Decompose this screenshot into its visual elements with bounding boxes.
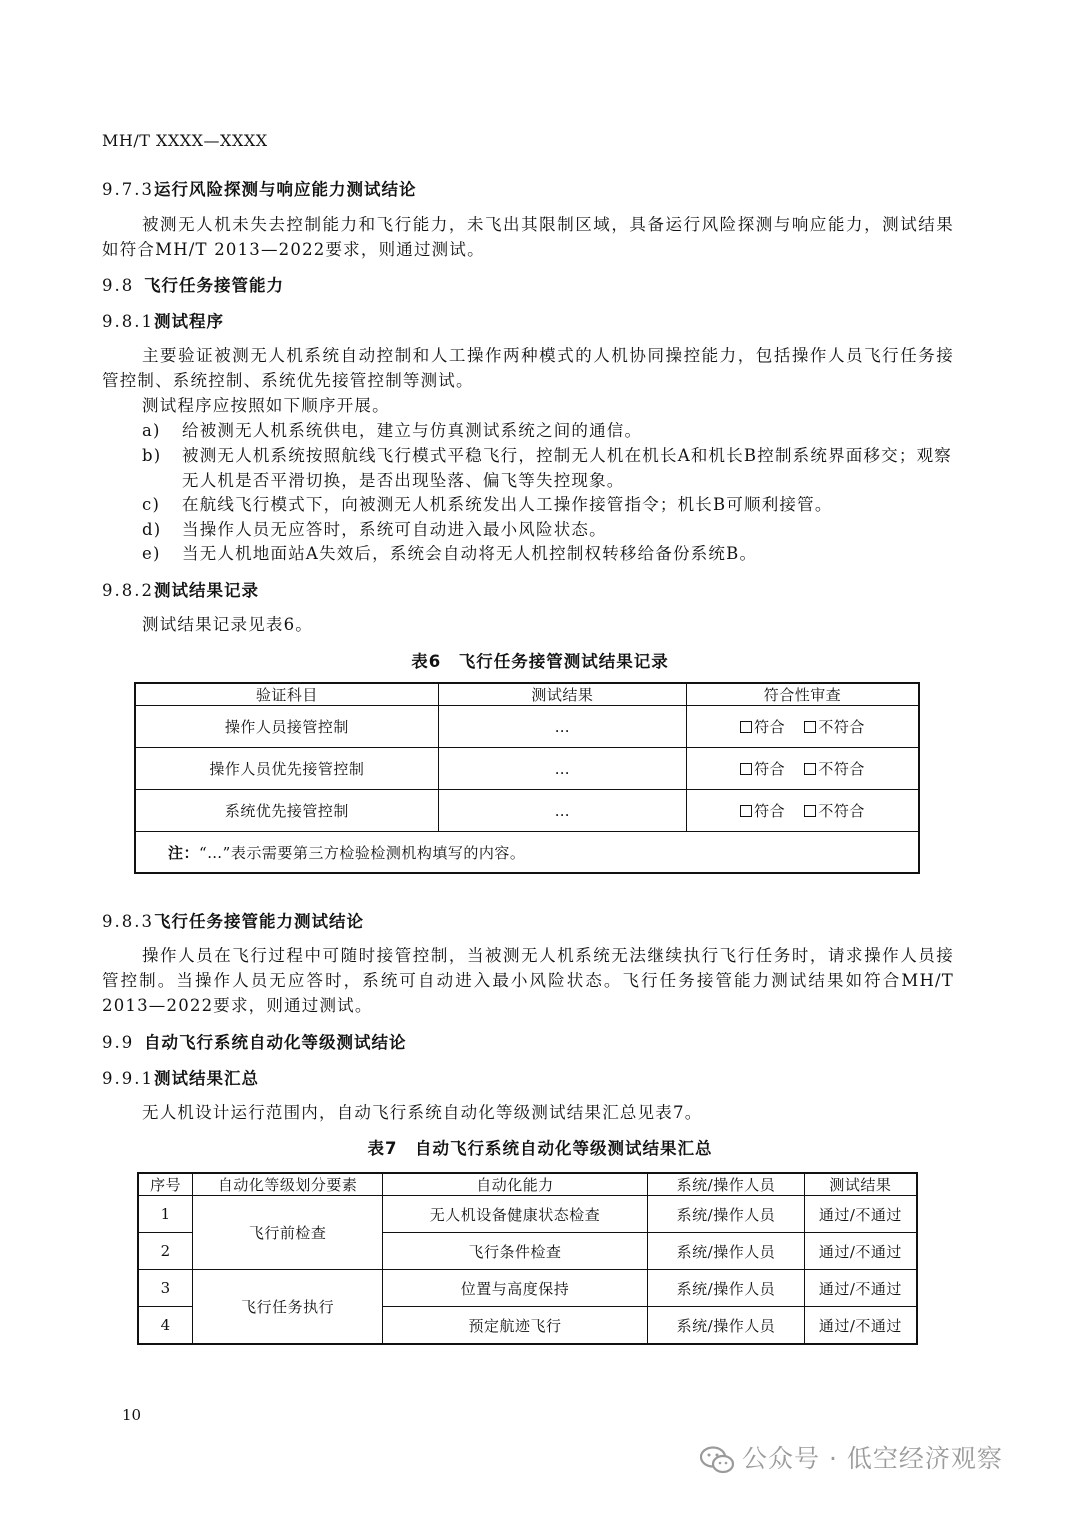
capability-cell: 无人机设备健康状态检查 [382,1196,647,1233]
actor-cell: 系统/操作人员 [648,1270,805,1307]
capability-cell: 预定航迹飞行 [382,1307,647,1345]
wechat-icon [700,1446,734,1474]
compliant-label: 符合 [754,760,786,778]
watermark [700,1439,1003,1475]
section-title: 自动飞行系统自动化等级测试结论 [144,1033,407,1052]
section-9-8-1-heading [102,308,224,332]
checkbox-icon [740,721,752,733]
result-cell: 通过/不通过 [804,1270,917,1307]
section-9-8-heading [102,272,284,296]
result-cell: … [438,748,686,790]
index-cell: 3 [138,1270,193,1307]
compliance-cell [687,790,919,832]
table-note-row [135,832,919,874]
section-9-9-1-heading [102,1065,259,1089]
section-9-8-2-heading [102,577,259,601]
table-row [138,1270,917,1307]
table-row [135,790,919,832]
section-9-8-3-heading [102,908,364,932]
element-cell: 飞行前检查 [193,1196,382,1270]
section-title: 测试结果记录 [153,581,259,600]
checkbox-icon [804,805,816,817]
element-cell: 飞行任务执行 [193,1270,382,1345]
watermark-text: 公众号 · 低空经济观察 [742,1444,1003,1473]
column-header: 系统/操作人员 [648,1173,805,1196]
compliant-label: 符合 [754,718,786,736]
section-9-7-3-heading [102,176,416,200]
index-cell: 2 [138,1233,193,1270]
section-title: 运行风险探测与响应能力测试结论 [153,180,417,199]
list-text: 在航线飞行模式下，向被测无人机系统发出人工操作接管指令；机长B可顺利接管。 [182,495,833,514]
page-number: 10 [122,1406,142,1424]
result-cell: 通过/不通过 [804,1233,917,1270]
checkbox-icon [740,805,752,817]
column-header: 自动化能力 [382,1173,647,1196]
subject-cell: 系统优先接管控制 [135,790,438,832]
column-header: 测试结果 [804,1173,917,1196]
list-text: 当无人机地面站A失效后，系统会自动将无人机控制权转移给备份系统B。 [182,544,758,563]
result-cell: 通过/不通过 [804,1307,917,1345]
actor-cell: 系统/操作人员 [648,1233,805,1270]
list-text: 给被测无人机系统供电，建立与仿真测试系统之间的通信。 [182,421,643,440]
result-cell: 通过/不通过 [804,1196,917,1233]
compliance-cell [687,748,919,790]
list-text: 被测无人机系统按照航线飞行模式平稳飞行，控制无人机在机长A和机长B控制系统界面移交；观察无人机是否平滑切换，是否出现坠落、偏飞等失控现象。 [182,446,952,490]
column-header: 测试结果 [438,683,686,706]
column-header: 序号 [138,1173,193,1196]
list-item [142,418,954,443]
list-item [142,492,954,517]
list-marker: b) [142,446,162,465]
checkbox-icon [804,721,816,733]
table-row [135,748,919,790]
list-marker: e) [142,544,161,563]
paragraph-9-9-1: 无人机设计运行范围内，自动飞行系统自动化等级测试结果汇总见表7。 [142,1103,703,1122]
section-title: 测试程序 [153,312,224,331]
actor-cell: 系统/操作人员 [648,1307,805,1345]
column-header: 自动化等级划分要素 [193,1173,382,1196]
section-title: 飞行任务接管能力 [144,276,284,295]
index-cell: 1 [138,1196,193,1233]
non-compliant-label: 不符合 [818,802,865,820]
list-marker: c) [142,495,161,514]
list-marker: a) [142,421,161,440]
section-number: 9.8 [102,276,135,295]
column-header: 验证科目 [135,683,438,706]
table-6-caption: 表6 飞行任务接管测试结果记录 [411,652,669,671]
section-9-9-heading [102,1029,407,1053]
paragraph-9-8-3: 操作人员在飞行过程中可随时接管控制，当被测无人机系统无法继续执行飞行任务时，请求操作人员接管控制。当操作人员无应答时，系统可自动进入最小风险状态。飞行任务接管能力测试结果如符合MH/T 2013—2022要求，则通过测试。 [102,946,954,1015]
list-item [142,443,954,493]
section-number: 9.7.3 [102,180,154,199]
table-7-caption: 表7 自动飞行系统自动化等级测试结果汇总 [367,1139,713,1158]
paragraph-9-7-3: 被测无人机未失去控制能力和飞行能力，未飞出其限制区域，具备运行风险探测与响应能力，测试结果如符合MH/T 2013—2022要求，则通过测试。 [102,215,954,259]
paragraph-9-8-1-intro: 主要验证被测无人机系统自动控制和人工操作两种模式的人机协同操控能力，包括操作人员飞行任务接管控制、系统控制、系统优先接管控制等测试。 [102,346,954,390]
table-header-row [135,683,919,706]
table-header-row [138,1173,917,1196]
table-row [135,706,919,748]
section-title: 飞行任务接管能力测试结论 [153,912,364,931]
list-item [142,517,954,542]
subject-cell: 操作人员优先接管控制 [135,748,438,790]
paragraph-9-8-2: 测试结果记录见表6。 [142,615,313,634]
section-number: 9.9 [102,1033,135,1052]
result-cell: … [438,706,686,748]
list-text: 当操作人员无应答时，系统可自动进入最小风险状态。 [182,520,607,539]
compliant-label: 符合 [754,802,786,820]
section-number: 9.9.1 [102,1069,154,1088]
table-7 [137,1172,918,1345]
capability-cell: 飞行条件检查 [382,1233,647,1270]
capability-cell: 位置与高度保持 [382,1270,647,1307]
result-cell: … [438,790,686,832]
paragraph-9-8-1-order: 测试程序应按照如下顺序开展。 [142,396,390,415]
column-header: 符合性审查 [687,683,919,706]
section-title: 测试结果汇总 [153,1069,259,1088]
compliance-cell [687,706,919,748]
subject-cell: 操作人员接管控制 [135,706,438,748]
section-number: 9.8.2 [102,581,154,600]
table-6 [134,682,920,874]
note-label: 注： [168,843,200,862]
list-marker: d) [142,520,162,539]
document-header: MH/T XXXX—XXXX [102,131,268,150]
checkbox-icon [740,763,752,775]
non-compliant-label: 不符合 [818,760,865,778]
note-text: “…”表示需要第三方检验检测机构填写的内容。 [199,843,526,862]
checkbox-icon [804,763,816,775]
list-item [142,541,954,566]
section-number: 9.8.1 [102,312,154,331]
table-row [138,1196,917,1233]
table-note [135,832,919,874]
section-number: 9.8.3 [102,912,154,931]
non-compliant-label: 不符合 [818,718,865,736]
index-cell: 4 [138,1307,193,1345]
actor-cell: 系统/操作人员 [648,1196,805,1233]
